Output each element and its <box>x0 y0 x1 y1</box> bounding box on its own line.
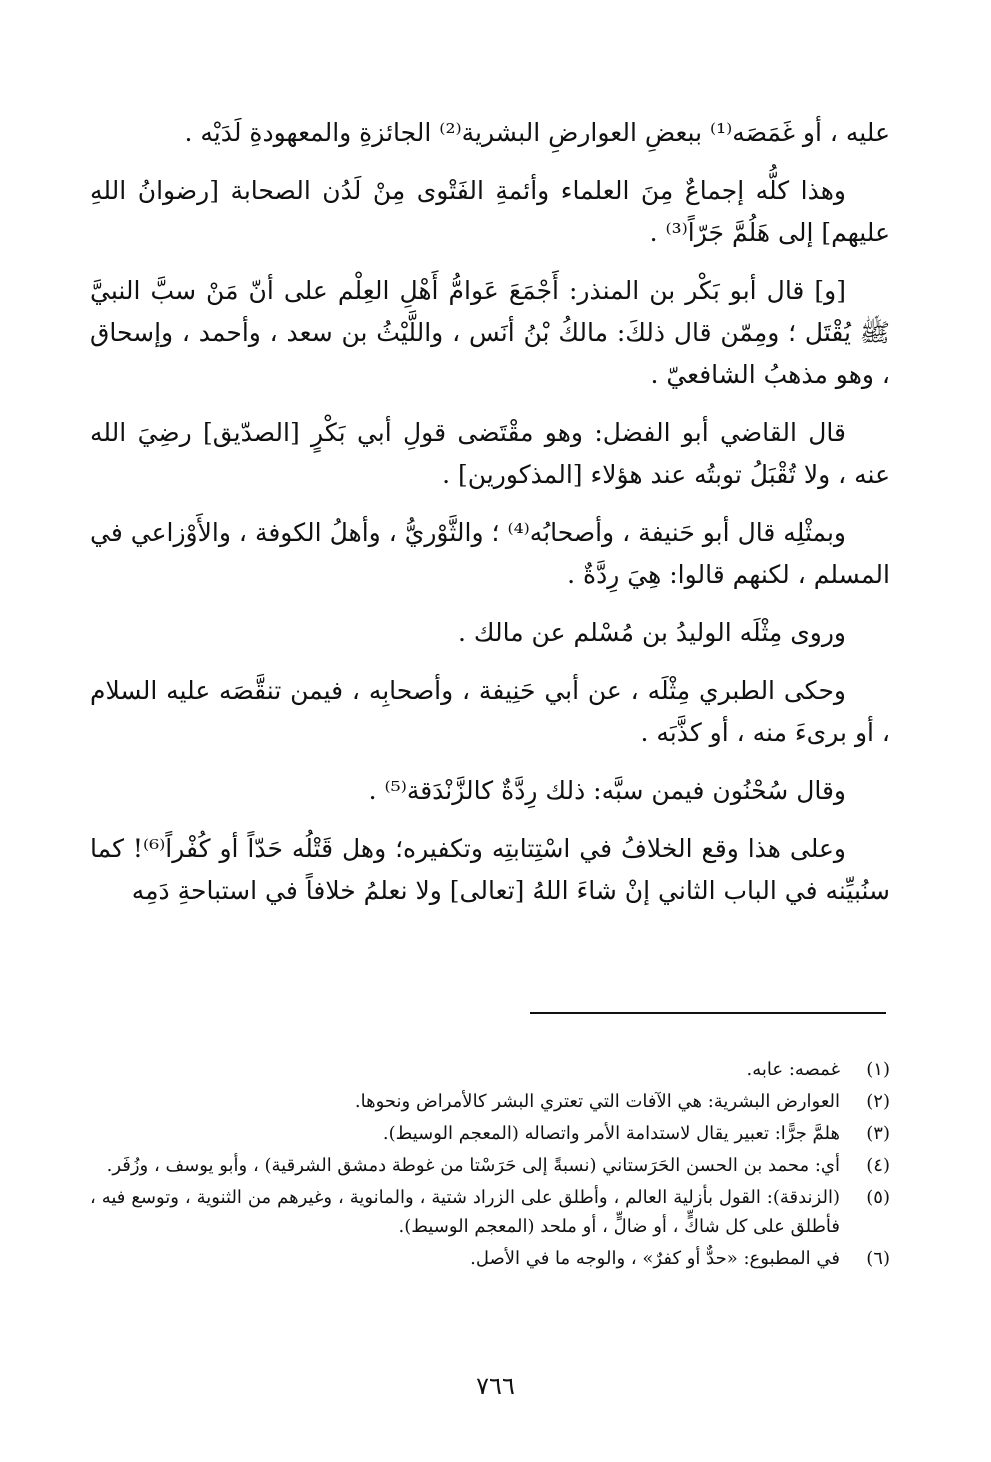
footnote-number: (٣) <box>866 1123 890 1144</box>
paragraph-9: وعلى هذا وقع الخلافُ في اسْتِتابتِه وتكفيره؛ وهل قَتْلُه حَدّاً أو كُفْراً⁽⁶⁾! كما سنُبيِّنه في الباب الثاني إنْ شاءَ اللهُ [تعالى] ولا نعلمُ خلافاً في استباحةِ دَمِه <box>90 834 890 905</box>
footnote-separator <box>530 1012 886 1014</box>
paragraph-4: قال القاضي أبو الفضل: وهو مقْتَضى قولِ أبي بَكْرٍ [الصدّيق] رضِيَ الله عنه ، ولا تُقْبَلُ توبتُه عند هؤلاء [المذكورين] . <box>90 418 890 489</box>
footnote-number: (٦) <box>866 1248 890 1269</box>
paragraph-2: وهذا كلُّه إجماعٌ مِنَ العلماء وأئمةِ الفَتْوى مِنْ لَدُن الصحابة [رضوانُ اللهِ عليهم] إلى هَلُمَّ جَرّاً⁽³⁾ . <box>90 176 890 247</box>
paragraph-5: وبمثْلِه قال أبو حَنيفة ، وأصحابُه⁽⁴⁾ ؛ والثَّوْريُّ ، وأهلُ الكوفة ، والأَوْزاعي في المسلم ، لكنهم قالوا: هِيَ رِدَّةٌ . <box>90 518 890 589</box>
footnote-item <box>90 1151 890 1180</box>
footnote-text: أي: محمد بن الحسن الحَرَستاني (نسبةً إلى حَرَسْتا من غوطة دمشق الشرقية) ، وأبو يوسف ، وزُفَر. <box>106 1155 840 1176</box>
page-number: ٧٦٦ <box>476 1372 515 1400</box>
main-text <box>90 112 890 928</box>
footnotes <box>90 1055 890 1276</box>
footnote-number: (٤) <box>866 1155 890 1176</box>
footnote-item <box>90 1183 890 1241</box>
footnote-item <box>90 1087 890 1116</box>
footnote-item <box>90 1119 890 1148</box>
footnote-number: (٢) <box>866 1091 890 1112</box>
footnote-text: في المطبوع: «حدٌّ أو كفرٌ» ، والوجه ما في الأصل. <box>470 1248 840 1269</box>
paragraph-6: وروى مِثْلَه الوليدُ بن مُسْلم عن مالك . <box>458 618 846 647</box>
footnote-text: غمصه: عابه. <box>746 1059 840 1080</box>
paragraph-8: وقال سُحْنُون فيمن سبَّه: ذلك رِدَّةٌ كالزَّنْدَقة⁽⁵⁾ . <box>368 776 846 805</box>
paragraph-7: وحكى الطبري مِثْلَه ، عن أبي حَنِيفة ، وأصحابِه ، فيمن تنقَّصَه عليه السلام ، أو برىءَ منه ، أو كذَّبَه . <box>90 676 890 747</box>
footnote-number: (٥) <box>866 1187 890 1208</box>
footnote-text: (الزندقة): القول بأزلية العالم ، وأطلق على الزراد شتية ، والمانوية ، وغيرهم من الثنوية ، وتوسع فيه ، فأطلق على كل شاكٍّ ، أو ضالٍّ ، أو ملحد (المعجم الوسيط). <box>90 1187 840 1237</box>
paragraph-1: عليه ، أو غَمَصَه⁽¹⁾ ببعضِ العوارضِ البشرية⁽²⁾ الجائزةِ والمعهودةِ لَدَيْه . <box>184 118 890 147</box>
paragraph-3: [و] قال أبو بَكْر بن المنذر: أَجْمَعَ عَوامُّ أَهْلِ العِلْم على أنّ مَنْ سبَّ النبيَّ ﷺ يُقْتَل ؛ ومِمّن قال ذلكَ: مالكُ بْنُ أنَس ، واللَّيْثُ بن سعد ، وأحمد ، وإسحاق ، وهو مذهبُ الشافعيّ . <box>90 276 890 389</box>
footnote-item <box>90 1055 890 1084</box>
footnote-item <box>90 1244 890 1273</box>
footnote-number: (١) <box>866 1059 890 1080</box>
footnote-text: العوارض البشرية: هي الآفات التي تعتري البشر كالأمراض ونحوها. <box>354 1091 840 1112</box>
footnote-text: هلمَّ جرًّا: تعبير يقال لاستدامة الأمر واتصاله (المعجم الوسيط). <box>382 1123 840 1144</box>
